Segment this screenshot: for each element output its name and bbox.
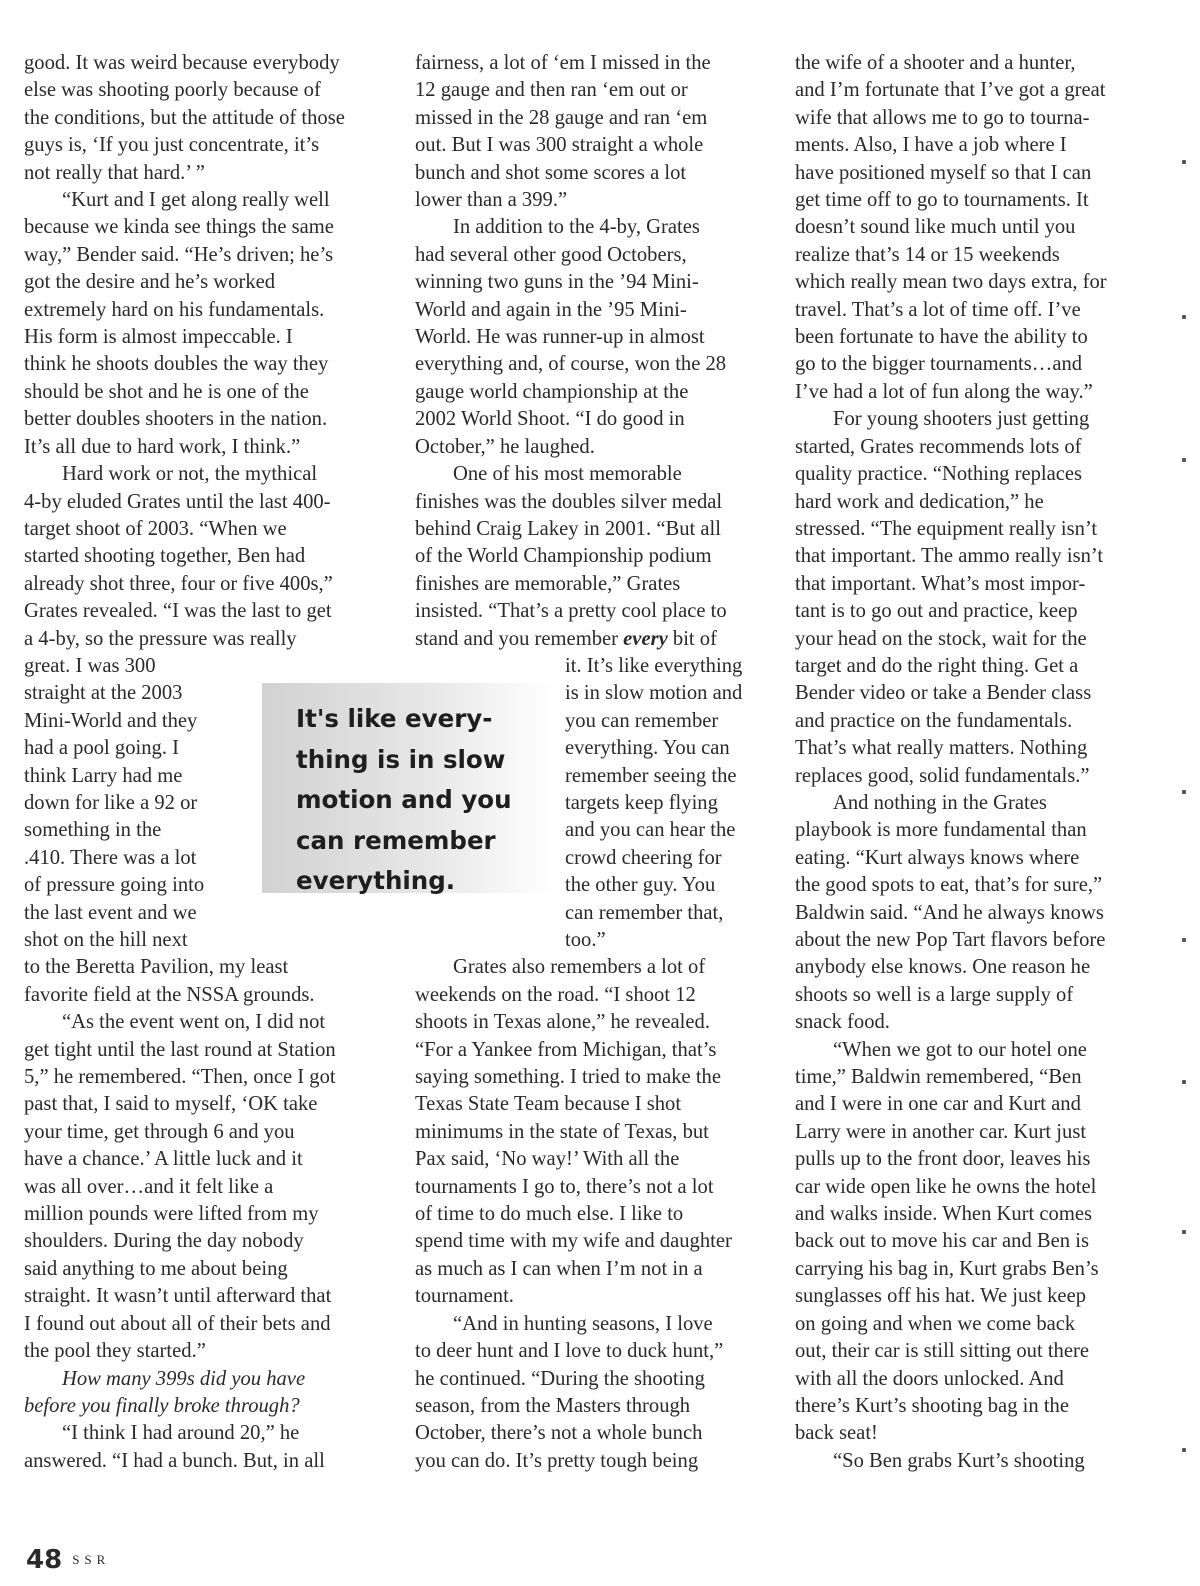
text-line: you can remember <box>565 709 719 732</box>
text-line: out, their car is still sitting out there <box>795 1340 1089 1363</box>
text-line: way,” Bender said. “He’s driven; he’s <box>24 243 334 266</box>
paragraph <box>24 1420 392 1475</box>
text-line: wife that allows me to go to tourna- <box>795 106 1090 129</box>
text-line: shot on the hill next <box>24 929 188 951</box>
pull-quote-line: thing is in slow <box>296 744 506 774</box>
text-line: weekends on the road. “I shoot 12 <box>415 983 696 1006</box>
text-line: “I think I had around 20,” he <box>62 1422 300 1445</box>
pull-quote-line: motion and you <box>296 785 512 814</box>
text-line: with all the doors unlocked. And <box>795 1367 1064 1390</box>
scan-edge-mark <box>1182 458 1186 462</box>
text-line: back out to move his car and Ben is <box>795 1230 1089 1253</box>
text-line: His form is almost impeccable. I <box>24 326 293 349</box>
text-line: stressed. “The equipment really isn’t <box>795 517 1098 540</box>
text-line: target shoot of 2003. “When we <box>24 517 287 540</box>
text-line: the last event and we <box>24 901 197 924</box>
paragraph <box>415 214 775 461</box>
text-line: gauge world championship at the <box>415 380 689 403</box>
text-line: pulls up to the front door, leaves his <box>795 1148 1091 1171</box>
pull-quote-line: can remember <box>296 825 496 855</box>
text-line: had a pool going. I <box>24 737 179 760</box>
text-line: can remember that, <box>565 901 724 924</box>
text-line: hard work and dedication,” he <box>795 490 1044 513</box>
paragraph <box>795 50 1155 406</box>
text-line: your time, get through 6 and you <box>24 1120 295 1143</box>
text-line: Grates revealed. “I was the last to get <box>24 600 332 623</box>
text-line: target and do the right thing. Get a <box>795 654 1079 677</box>
text-line: Texas State Team because I shot <box>415 1093 682 1116</box>
text-line: Larry were in another car. Kurt just <box>795 1120 1087 1143</box>
scan-edge-mark <box>1182 790 1186 794</box>
text-line: there’s Kurt’s shooting bag in the <box>795 1394 1069 1417</box>
text-line: winning two guns in the ’94 Mini- <box>415 271 699 294</box>
text-line: favorite field at the NSSA grounds. <box>24 983 315 1006</box>
text-line: to the Beretta Pavilion, my least <box>24 956 289 979</box>
text-line: “So Ben grabs Kurt’s shooting <box>833 1449 1085 1472</box>
pull-quote-line: everything. <box>296 866 456 895</box>
text-line: everything. You can <box>565 737 730 760</box>
text-line: not really that hard.’ ” <box>24 161 205 184</box>
text-line: is in slow motion and <box>565 682 743 705</box>
text-line: “As the event went on, I did not <box>62 1011 326 1034</box>
pull-quote-text <box>296 699 546 902</box>
text-line: 5,” he remembered. “Then, once I got <box>24 1066 336 1089</box>
text-line: And nothing in the Grates <box>833 791 1047 814</box>
text-line: 12 gauge and then ran ‘em out or <box>415 79 688 102</box>
text-line: finishes was the doubles silver medal <box>415 490 723 513</box>
text-line: lower than a 399.” <box>415 189 568 212</box>
text-line: ments. Also, I have a job where I <box>795 134 1067 157</box>
text-line: he continued. “During the shooting <box>415 1367 705 1390</box>
pull-quote-box <box>262 683 554 893</box>
text-line: before you finally broke through? <box>24 1394 300 1417</box>
text-line: of pressure going into <box>24 874 205 897</box>
text-run: bit of <box>667 627 717 650</box>
text-line: Hard work or not, the mythical <box>62 463 318 486</box>
text-line: great. I was 300 <box>24 654 156 677</box>
text-line: back seat! <box>795 1422 878 1445</box>
text-line: about the new Pop Tart flavors before <box>795 929 1106 951</box>
text-line: realize that’s 14 or 15 weekends <box>795 243 1060 266</box>
text-line: “Kurt and I get along really well <box>62 189 330 212</box>
text-run: stand and you remember <box>415 627 624 650</box>
pull-quote-line: It's like every- <box>296 704 493 733</box>
publication-name: SSR <box>72 1552 111 1567</box>
text-line: minimums in the state of Texas, but <box>415 1120 709 1143</box>
text-line: something in the <box>24 819 162 842</box>
text-line: said anything to me about being <box>24 1257 288 1280</box>
paragraph <box>795 1448 1155 1475</box>
scan-edge-mark <box>1182 1448 1186 1452</box>
text-line: fairness, a lot of ‘em I missed in the <box>415 52 711 74</box>
text-line: and you can hear the <box>565 819 736 842</box>
text-line: was all over…and it felt like a <box>24 1175 274 1198</box>
text-line: bunch and shot some scores a lot <box>415 161 687 184</box>
text-line: million pounds were lifted from my <box>24 1203 319 1226</box>
text-line: Pax said, ‘No way!’ With all the <box>415 1148 680 1171</box>
text-line: go to the bigger tournaments…and <box>795 353 1083 376</box>
text-line: doesn’t sound like much until you <box>795 216 1076 239</box>
text-line: past that, I said to myself, ‘OK take <box>24 1093 318 1116</box>
text-line: travel. That’s a lot of time off. I’ve <box>795 298 1081 321</box>
text-line: have positioned myself so that I can <box>795 161 1092 184</box>
paragraph <box>24 187 392 461</box>
text-line: eating. “Kurt always knows where <box>795 846 1080 869</box>
text-line: too.” <box>565 929 606 951</box>
text-line: out. But I was 300 straight a whole <box>415 134 704 157</box>
text-line: tant is to go out and practice, keep <box>795 600 1078 623</box>
text-line: It’s all due to hard work, I think.” <box>24 435 301 458</box>
text-line: missed in the 28 gauge and ran ‘em <box>415 106 708 129</box>
text-line: of the World Championship podium <box>415 545 712 568</box>
text-line: to deer hunt and I love to duck hunt,” <box>415 1340 724 1363</box>
text-line: guys is, ‘If you just concentrate, it’s <box>24 134 320 157</box>
text-line: “For a Yankee from Michigan, that’s <box>415 1038 717 1061</box>
text-line: remember seeing the <box>565 764 737 787</box>
text-line: behind Craig Lakey in 2001. “But all <box>415 517 721 540</box>
text-line: as much as I can when I’m not in a <box>415 1257 703 1280</box>
text-line: had several other good Octobers, <box>415 243 687 266</box>
text-line: straight. It wasn’t until afterward that <box>24 1285 332 1308</box>
paragraph <box>795 406 1155 790</box>
interview-question <box>24 1366 392 1421</box>
text-line: shoots so well is a large supply of <box>795 983 1074 1006</box>
text-line: a 4-by, so the pressure was really <box>24 627 297 650</box>
text-line: and walks inside. When Kurt comes <box>795 1203 1093 1226</box>
text-line: been fortunate to have the ability to <box>795 326 1088 349</box>
text-line: crowd cheering for <box>565 846 722 869</box>
text-line: should be shot and he is one of the <box>24 380 309 403</box>
text-line: because we kinda see things the same <box>24 216 334 239</box>
text-line: which really mean two days extra, for <box>795 271 1107 294</box>
text-line: the wife of a shooter and a hunter, <box>795 52 1076 74</box>
text-line: think Larry had me <box>24 764 183 787</box>
scan-edge-mark <box>1182 938 1186 942</box>
text-line: started shooting together, Ben had <box>24 545 306 568</box>
text-line: better doubles shooters in the nation. <box>24 408 328 431</box>
text-line: get tight until the last round at Station <box>24 1038 336 1061</box>
text-line: down for like a 92 or <box>24 791 198 814</box>
text-line: else was shooting poorly because of <box>24 79 321 102</box>
text-line: Baldwin said. “And he always knows <box>795 901 1104 924</box>
text-line: Grates also remembers a lot of <box>453 956 706 979</box>
text-line: tournaments I go to, there’s not a lot <box>415 1175 714 1198</box>
text-line: saying something. I tried to make the <box>415 1066 721 1089</box>
text-line: car wide open like he owns the hotel <box>795 1175 1097 1198</box>
text-line: started, Grates recommends lots of <box>795 435 1082 458</box>
text-line: straight at the 2003 <box>24 682 183 705</box>
text-line: finishes are memorable,” Grates <box>415 572 681 595</box>
article-column-3 <box>795 50 1155 1475</box>
text-line: already shot three, four or five 400s,” <box>24 572 333 595</box>
text-line: playbook is more fundamental than <box>795 819 1087 842</box>
text-line: 2002 World Shoot. “I do good in <box>415 408 685 431</box>
scan-edge-mark <box>1182 1080 1186 1084</box>
paragraph <box>24 1009 392 1365</box>
text-line: targets keep flying <box>565 791 718 814</box>
text-line: World. He was runner-up in almost <box>415 326 705 349</box>
text-line: the conditions, but the attitude of those <box>24 106 345 129</box>
text-line: Bender video or take a Bender class <box>795 682 1092 705</box>
text-line <box>415 628 717 650</box>
text-line: shoulders. During the day nobody <box>24 1230 304 1253</box>
text-line: World and again in the ’95 Mini- <box>415 298 687 321</box>
scan-edge-mark <box>1182 315 1186 319</box>
text-line: time,” Baldwin remembered, “Ben <box>795 1066 1082 1089</box>
text-line: sunglasses off his hat. We just keep <box>795 1285 1087 1308</box>
text-line: got the desire and he’s worked <box>24 271 276 294</box>
paragraph <box>795 790 1155 1037</box>
text-line: that important. What’s most impor- <box>795 572 1086 595</box>
text-line: of time to do much else. I like to <box>415 1203 684 1226</box>
text-line: season, from the Masters through <box>415 1394 691 1417</box>
text-line: the good spots to eat, that’s for sure,” <box>795 874 1103 897</box>
text-line: the pool they started.” <box>24 1340 206 1363</box>
text-line: .410. There was a lot <box>24 846 197 869</box>
text-line: shoots in Texas alone,” he revealed. <box>415 1011 710 1034</box>
text-line: your head on the stock, wait for the <box>795 627 1087 650</box>
text-line: replaces good, solid fundamentals.” <box>795 764 1090 787</box>
text-line: October, there’s not a whole bunch <box>415 1422 703 1445</box>
text-line: insisted. “That’s a pretty cool place to <box>415 600 727 623</box>
scan-edge-mark <box>1182 160 1186 164</box>
paragraph <box>415 50 775 214</box>
text-line: get time off to go to tournaments. It <box>795 189 1089 212</box>
text-line: and I’m fortunate that I’ve got a great <box>795 79 1106 102</box>
text-line: good. It was weird because everybody <box>24 52 340 74</box>
text-line: carrying his bag in, Kurt grabs Ben’s <box>795 1257 1099 1280</box>
text-line: For young shooters just getting <box>833 408 1090 431</box>
text-line: I’ve had a lot of fun along the way.” <box>795 380 1093 403</box>
paragraph <box>795 1037 1155 1448</box>
page-footer <box>26 1545 110 1575</box>
text-line: “And in hunting seasons, I love <box>453 1312 713 1335</box>
text-line: quality practice. “Nothing replaces <box>795 463 1083 486</box>
text-line: October,” he laughed. <box>415 435 595 458</box>
text-line: Mini-World and they <box>24 709 198 732</box>
text-line: everything and, of course, won the 28 <box>415 353 727 376</box>
text-line: anybody else knows. One reason he <box>795 956 1091 979</box>
paragraph <box>415 954 775 1310</box>
page-number: 48 <box>26 1545 63 1575</box>
text-line: and I were in one car and Kurt and <box>795 1093 1081 1116</box>
paragraph <box>415 1311 775 1475</box>
text-line: spend time with my wife and daughter <box>415 1230 732 1253</box>
text-line: extremely hard on his fundamentals. <box>24 298 325 321</box>
text-line: you can do. It’s pretty tough being <box>415 1449 699 1472</box>
text-line: One of his most memorable <box>453 463 682 486</box>
text-line: answered. “I had a bunch. But, in all <box>24 1449 325 1472</box>
scan-edge-mark <box>1182 1230 1186 1234</box>
text-line: it. It’s like everything <box>565 654 743 677</box>
text-line: the other guy. You <box>565 874 716 897</box>
text-line: I found out about all of their bets and <box>24 1312 331 1335</box>
paragraph <box>24 50 392 187</box>
text-line: have a chance.’ A little luck and it <box>24 1148 303 1171</box>
text-line: tournament. <box>415 1285 514 1308</box>
text-line: “When we got to our hotel one <box>833 1038 1087 1061</box>
text-line: How many 399s did you have <box>62 1367 306 1390</box>
text-line: and practice on the fundamentals. <box>795 709 1073 732</box>
text-line: That’s what really matters. Nothing <box>795 737 1088 760</box>
text-line: that important. The ammo really isn’t <box>795 545 1104 568</box>
text-line: on going and when we come back <box>795 1312 1076 1335</box>
text-line: snack food. <box>795 1011 890 1034</box>
text-line: think he shoots doubles the way they <box>24 353 329 376</box>
emphasis-word: every <box>623 627 668 650</box>
text-line: In addition to the 4-by, Grates <box>453 216 700 239</box>
text-line: 4-by eluded Grates until the last 400- <box>24 490 331 513</box>
